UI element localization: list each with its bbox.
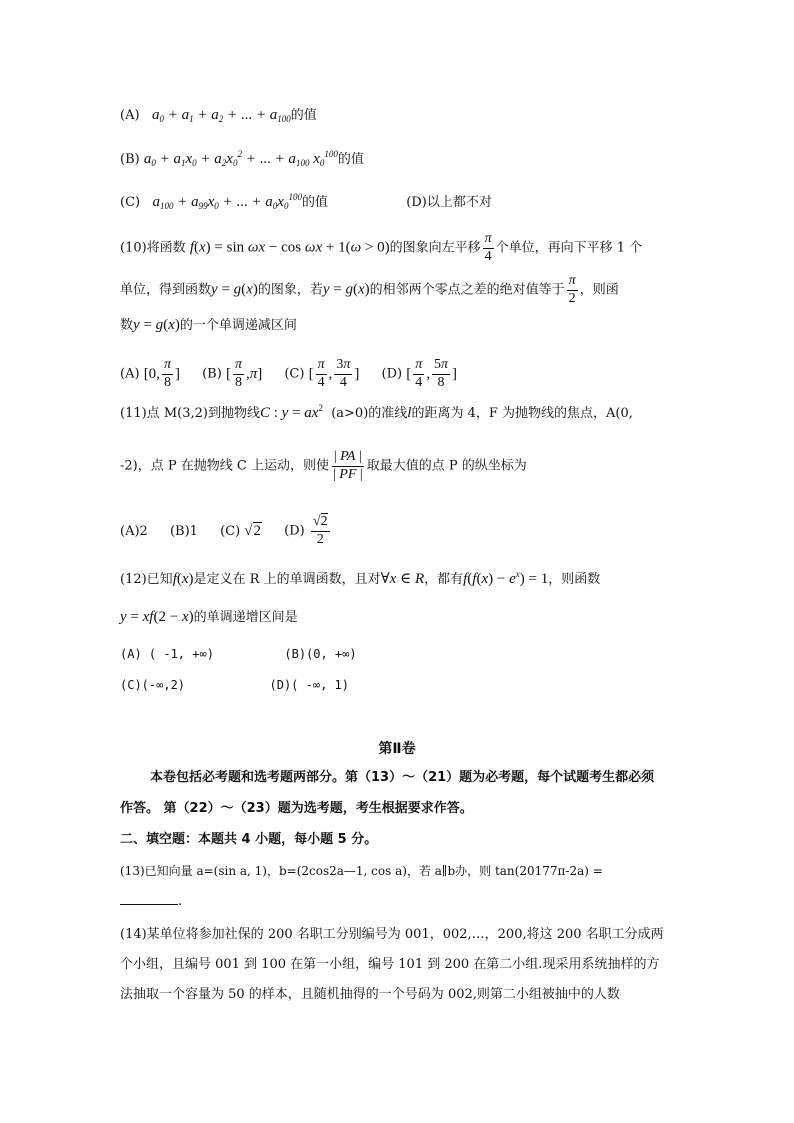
q10-line3: 数y = g(x)的一个单调递减区间: [120, 317, 297, 333]
q10-option-c: [ $\frac{\pi}{4}$ , $\frac{3\pi}{4}$ ]: [308, 357, 360, 390]
q10-options: [120, 358, 475, 390]
q10-text1: 的图象向左平移: [389, 240, 481, 256]
section-heading-fill-in: 二、填空题：本题共 4 小题，每小题 5 分。: [120, 832, 378, 847]
q9-option-a-formula: $a_0 + a_1 + a_2$ + ... + $a_{100}$: [151, 107, 291, 124]
q10-option-d-label: (D): [381, 366, 403, 382]
q9-option-b-tail: 的值: [337, 152, 364, 167]
q11-option-a: (A)2: [120, 523, 148, 539]
q12-line1-b: 是定义在 R 上的单调函数，且对: [193, 572, 381, 587]
q11-line2-a: -2)，点 P 在抛物线 C 上运动，则使: [120, 458, 329, 474]
q10-line3-a: 数: [120, 318, 134, 333]
part2-intro-line2: 作答。 第（22）～（23）题为选考题，考生根据要求作答。: [120, 801, 473, 816]
q10-number: (10)将函数: [120, 240, 186, 256]
q12-options-row2: [120, 679, 349, 691]
q14-line2: 个小组，且编号 001 到 100 在第一小组，编号 101 到 200 在第二小组.现采用系统抽样的方: [120, 957, 660, 972]
q11-options: [120, 515, 350, 547]
q13-line2: [120, 894, 182, 908]
q10-function-formula: f: [189, 239, 194, 256]
q14-line1: (14)某单位将参加社保的 200 名职工分别编号为 001，002,…，200,将这 200 名职工分成两: [120, 927, 664, 942]
q13-period: .: [178, 894, 183, 909]
q12-y-formula: y: [120, 609, 127, 625]
q10-line2: 单位，得到函数y = g(x)的图象，若y = g(x)的相邻两个零点之差的绝对值等于 $\frac{\pi}{2}$ ，则函: [120, 273, 619, 306]
q10-g-formula-3: y: [133, 317, 140, 333]
q12-line2: y = xf(2 − x)的单调递增区间是: [120, 609, 298, 625]
q10-g-formula-2: y: [322, 281, 330, 298]
q14-line3: 法抽取一个容量为 50 的样本，且随机抽得的一个号码为 002,则第二小组被抽中的人数: [120, 987, 620, 1002]
q11-option-b: (B)1: [169, 523, 198, 539]
q10-option-d: [ $\frac{\pi}{4}$ , $\frac{5\pi}{8}$ ]: [406, 357, 458, 390]
q9-option-a: [120, 108, 317, 124]
q12-forall: ∀x ∈ R: [380, 571, 425, 587]
q10-g-formula-1: y: [211, 281, 218, 298]
q11-parabola-formula: C: [259, 405, 270, 421]
q10-line2-c: 的相邻两个零点之差的绝对值等于: [369, 282, 565, 298]
q10-pi-over-2: $\frac{\pi}{2}$: [568, 273, 576, 306]
q11-ratio-pa-pf: $\frac{| PA |}{| PF |}$: [332, 449, 363, 482]
q11-option-c-label: (C): [220, 523, 241, 539]
q13-answer-blank: [120, 894, 178, 905]
q11-option-d-sqrt2-over-2: $\frac{√2}{2}$: [312, 514, 328, 547]
q10-line1: [120, 232, 642, 264]
q12-option-a: (A) ( -1, +∞): [120, 647, 214, 661]
q12-option-c: (C)(-∞,2): [120, 678, 186, 692]
q10-option-a: [0, $\frac{\pi}{8}$ ]: [143, 357, 180, 390]
part2-intro-line1: 本卷包括必考题和选考题两部分。第（13）～（21）题为必考题，每个试题考生都必须: [150, 770, 655, 785]
q9-option-b-formula: $a_0 + a_1x_0 + a_2x_0^2$ + ... + $a_{100}$ $x_0^{100}$: [143, 149, 338, 168]
q12-fx: f: [172, 571, 177, 587]
q11-line2: [120, 450, 527, 482]
q9-option-b-label: (B): [120, 152, 140, 167]
q9-option-c-formula: $a_{100} + a_{99}x_0$ + ... + $a_0x_0^{100}$: [152, 192, 302, 211]
q11-directrix-l: l: [407, 405, 412, 421]
q10-line2-a: 单位，得到函数: [120, 282, 212, 298]
q10-pi-over-4: $\frac{\pi}{4}$: [484, 231, 492, 264]
q9-option-a-label: (A): [120, 108, 140, 123]
q12-line2-b: 的单调递增区间是: [193, 610, 298, 625]
q10-line2-d: ，则函: [579, 282, 619, 298]
q9-option-c-tail: 的值: [301, 195, 328, 210]
q10-line2-b: 的图象，若: [257, 282, 323, 298]
q11-option-c-sqrt2: √2: [244, 522, 262, 539]
q12-functional-eq: f: [463, 571, 468, 587]
q12-line1-a: (12)已知: [120, 572, 173, 587]
q10-line3-b: 的一个单调递减区间: [179, 318, 297, 333]
q12-option-d: (D)( -∞, 1): [269, 678, 349, 692]
q9-option-c-label: (C): [120, 195, 141, 210]
q12-option-b: (B)(0, +∞): [284, 647, 357, 661]
q10-option-c-label: (C): [284, 366, 305, 382]
part2-title: 第Ⅱ卷: [378, 741, 416, 757]
q11-option-d-label: (D): [284, 523, 305, 539]
q9-option-c: [120, 193, 492, 211]
q11-line1-a: (11)点 M(3,2)到抛物线: [120, 406, 260, 421]
q10-option-b: [ $\frac{\pi}{8}$ ,π]: [225, 357, 263, 390]
q9-option-b: [120, 150, 364, 168]
q10-function-formula-rest: (x) = sin ωx − cos ωx + 1(ω > 0): [194, 239, 390, 256]
q11-line1: (11)点 M(3,2)到抛物线C : $y = ax^2$ (a>0)的准线l的距离为 4，F 为抛物线的焦点，A(0,: [120, 403, 633, 421]
q11-line2-b: 取最大值的点 P 的纵坐标为: [366, 458, 527, 474]
q11-line1-b: (a>0)的准线: [331, 406, 408, 421]
q12-options-row1: [120, 648, 357, 660]
q12-line1: (12)已知f(x)是定义在 R 上的单调函数，且对∀x ∈ R，都有$f(f(x) - e^x) = 1$，则函数: [120, 569, 601, 587]
q9-option-a-tail: 的值: [290, 108, 317, 123]
q12-line1-d: ，则函数: [548, 572, 601, 587]
q10-option-b-label: (B): [202, 366, 222, 382]
q10-option-a-label: (A): [120, 366, 140, 382]
q12-line1-c: ，都有: [424, 572, 464, 587]
q11-line1-c: 的距离为 4，F 为抛物线的焦点，A(0,: [411, 406, 633, 421]
q9-option-d: (D)以上都不对: [406, 195, 492, 210]
q13-line1: (13)已知向量 a=(sin a, 1)，b=(2cos2a—1, cos a)，若 a∥b办，则 tan(20177π-2a) =: [120, 864, 603, 878]
q10-text2: 个单位，再向下平移 1 个: [495, 240, 643, 256]
